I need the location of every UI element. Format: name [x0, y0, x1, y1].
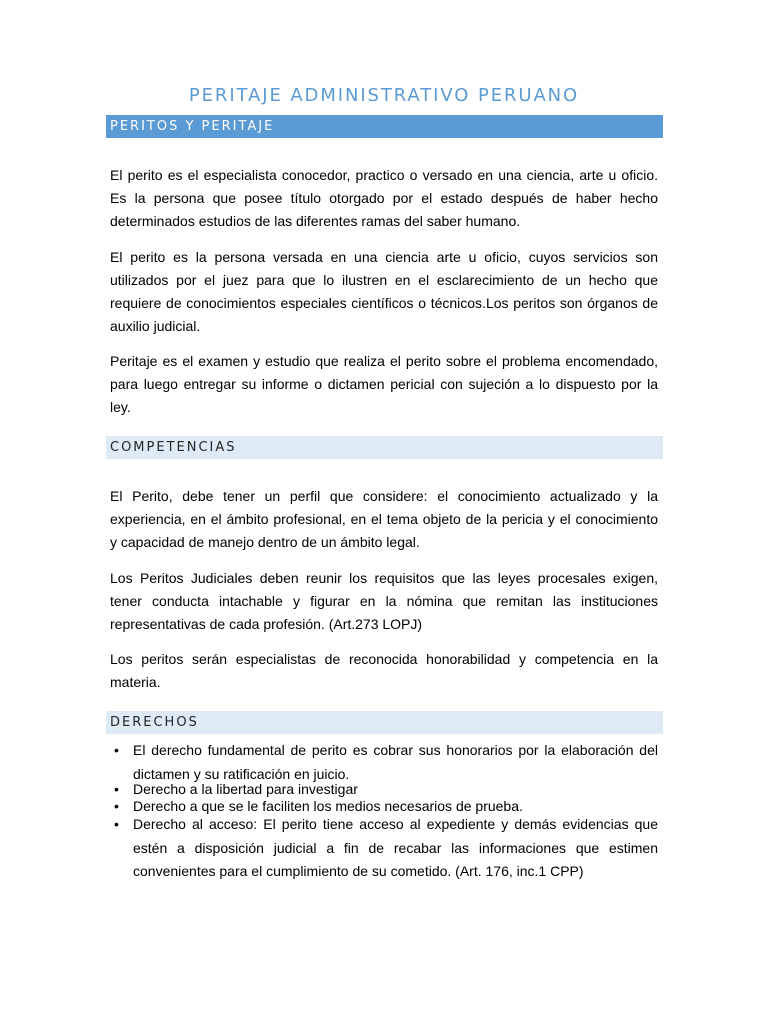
bullet-marker: • — [114, 816, 119, 832]
paragraph-line: requiere de conocimientos especiales científicos o técnicos.Los peritos son órganos de — [110, 295, 658, 311]
paragraph-line: ley. — [110, 399, 131, 415]
paragraph — [110, 567, 658, 636]
paragraph-line: Peritaje es el examen y estudio que realiza el perito sobre el problema encomendado, — [110, 353, 658, 369]
section-heading-derechos — [106, 711, 663, 734]
list-item-line: convenientes para el cumplimiento de su cometido. (Art. 176, inc.1 CPP) — [133, 863, 584, 879]
paragraph — [110, 648, 658, 694]
paragraph-line: Es la persona que posee título otorgado por el estado después de haber hecho — [110, 190, 658, 206]
paragraph-line: Los Peritos Judiciales deben reunir los requisitos que las leyes procesales exigen, — [110, 570, 658, 586]
list-item-line: dictamen y su ratificación en juicio. — [133, 766, 350, 782]
section-heading-text: DERECHOS — [110, 715, 199, 730]
list-item-line: El derecho fundamental de perito es cobrar sus honorarios por la elaboración del — [133, 742, 658, 758]
list-item-line: Derecho a que se le faciliten los medios necesarios de prueba. — [133, 798, 523, 814]
paragraph — [110, 350, 658, 419]
list-item-line: Derecho a la libertad para investigar — [133, 781, 358, 797]
section-heading-text: PERITOS Y PERITAJE — [110, 119, 275, 134]
paragraph-line: auxilio judicial. — [110, 318, 201, 334]
section-heading-text: COMPETENCIAS — [110, 440, 237, 455]
bullet-marker: • — [114, 781, 119, 797]
list-item — [114, 813, 658, 884]
paragraph-line: El Perito, debe tener un perfil que considere: el conocimiento actualizado y la — [110, 488, 658, 504]
list-item-line: Derecho al acceso: El perito tiene acceso al expediente y demás evidencias que — [133, 816, 658, 832]
paragraph-line: materia. — [110, 674, 161, 690]
document-title: PERITAJE ADMINISTRATIVO PERUANO — [188, 85, 580, 106]
section-heading-peritos-y-peritaje — [106, 115, 663, 138]
paragraph-line: y capacidad de manejo dentro de un ámbito legal. — [110, 534, 420, 550]
section-heading-competencias — [106, 436, 663, 459]
paragraph-line: determinados estudios de las diferentes ramas del saber humano. — [110, 213, 521, 229]
paragraph-line: representativas de cada profesión. (Art.273 LOPJ) — [110, 616, 423, 632]
bullet-marker: • — [114, 798, 119, 814]
paragraph-line: El perito es el especialista conocedor, practico o versado en una ciencia, arte u oficio. — [110, 167, 658, 183]
paragraph — [110, 246, 658, 338]
paragraph — [110, 164, 658, 233]
bullet-marker: • — [114, 742, 119, 758]
paragraph-line: utilizados por el juez para que lo ilustren en el esclarecimiento de un hecho que — [110, 272, 658, 288]
paragraph-line: para luego entregar su informe o dictamen pericial con sujeción a lo dispuesto por la — [110, 376, 658, 392]
paragraph-line: El perito es la persona versada en una ciencia arte u oficio, cuyos servicios son — [110, 249, 658, 265]
list-item-line: estén a disposición judicial a fin de recabar las informaciones que estimen — [133, 839, 658, 856]
paragraph-line: Los peritos serán especialistas de reconocida honorabilidad y competencia en la — [110, 651, 658, 667]
paragraph-line: tener conducta intachable y figurar en la nómina que remitan las instituciones — [110, 593, 658, 609]
paragraph-line: experiencia, en el ámbito profesional, en el tema objeto de la pericia y el conocimiento — [110, 511, 658, 527]
paragraph — [110, 485, 658, 554]
